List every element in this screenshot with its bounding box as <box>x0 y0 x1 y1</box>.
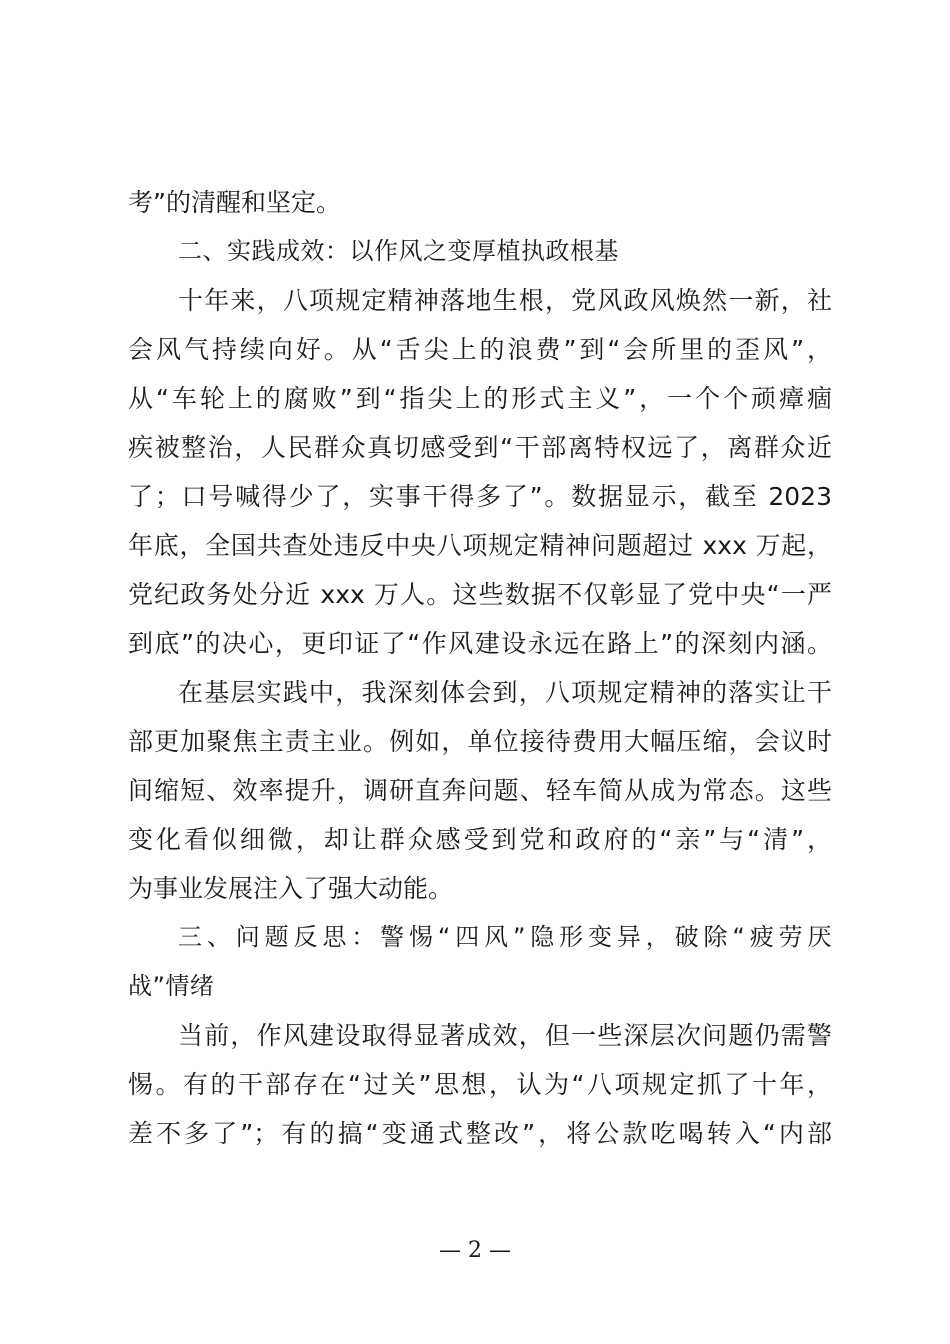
section-heading-line: 三、问题反思：警惕“四风”隐形变异，破除“疲劳厌 <box>178 923 832 951</box>
section-heading-line: 二、实践成效：以作风之变厚植执政根基 <box>178 237 619 265</box>
paragraph-line: 惕。有的干部存在“过关”思想，认为“八项规定抓了十年， <box>128 1070 832 1099</box>
page-number: — 2 — <box>439 1238 511 1263</box>
paragraph-line: 从“车轮上的腐败”到“指尖上的形式主义”，一个个顽瘴痼 <box>128 384 832 413</box>
document-body <box>128 178 832 1158</box>
paragraph-line: 年底，全国共查处违反中央八项规定精神问题超过 xxx 万起， <box>128 531 832 560</box>
paragraph-line: 会风气持续向好。从“舌尖上的浪费”到“会所里的歪风”， <box>128 335 832 364</box>
paragraph-line: 间缩短、效率提升，调研直奔问题、轻车简从成为常态。这些 <box>128 776 832 805</box>
paragraph-line: 了；口号喊得少了，实事干得多了”。数据显示，截至 2023 <box>128 482 832 511</box>
paragraph-line: 在基层实践中，我深刻体会到，八项规定精神的落实让干 <box>178 678 832 707</box>
paragraph-line: 部更加聚焦主责主业。例如，单位接待费用大幅压缩，会议时 <box>128 727 832 756</box>
section-heading-line: 战”情绪 <box>128 972 215 1000</box>
paragraph-line: 党纪政务处分近 xxx 万人。这些数据不仅彰显了党中央“一严 <box>128 580 832 609</box>
paragraph-line: 为事业发展注入了强大动能。 <box>128 874 454 903</box>
paragraph-line: 考”的清醒和坚定。 <box>128 188 341 217</box>
paragraph-line: 十年来，八项规定精神落地生根，党风政风焕然一新，社 <box>178 286 832 315</box>
paragraph-line: 疾被整治，人民群众真切感受到“干部离特权远了，离群众近 <box>128 433 832 462</box>
paragraph-line: 变化看似细微，却让群众感受到党和政府的“亲”与“清”， <box>128 825 832 854</box>
paragraph-line: 到底”的决心，更印证了“作风建设永远在路上”的深刻内涵。 <box>128 629 832 658</box>
paragraph-line: 当前，作风建设取得显著成效，但一些深层次问题仍需警 <box>178 1021 832 1050</box>
paragraph-line: 差不多了”；有的搞“变通式整改”，将公款吃喝转入“内部 <box>128 1119 832 1148</box>
